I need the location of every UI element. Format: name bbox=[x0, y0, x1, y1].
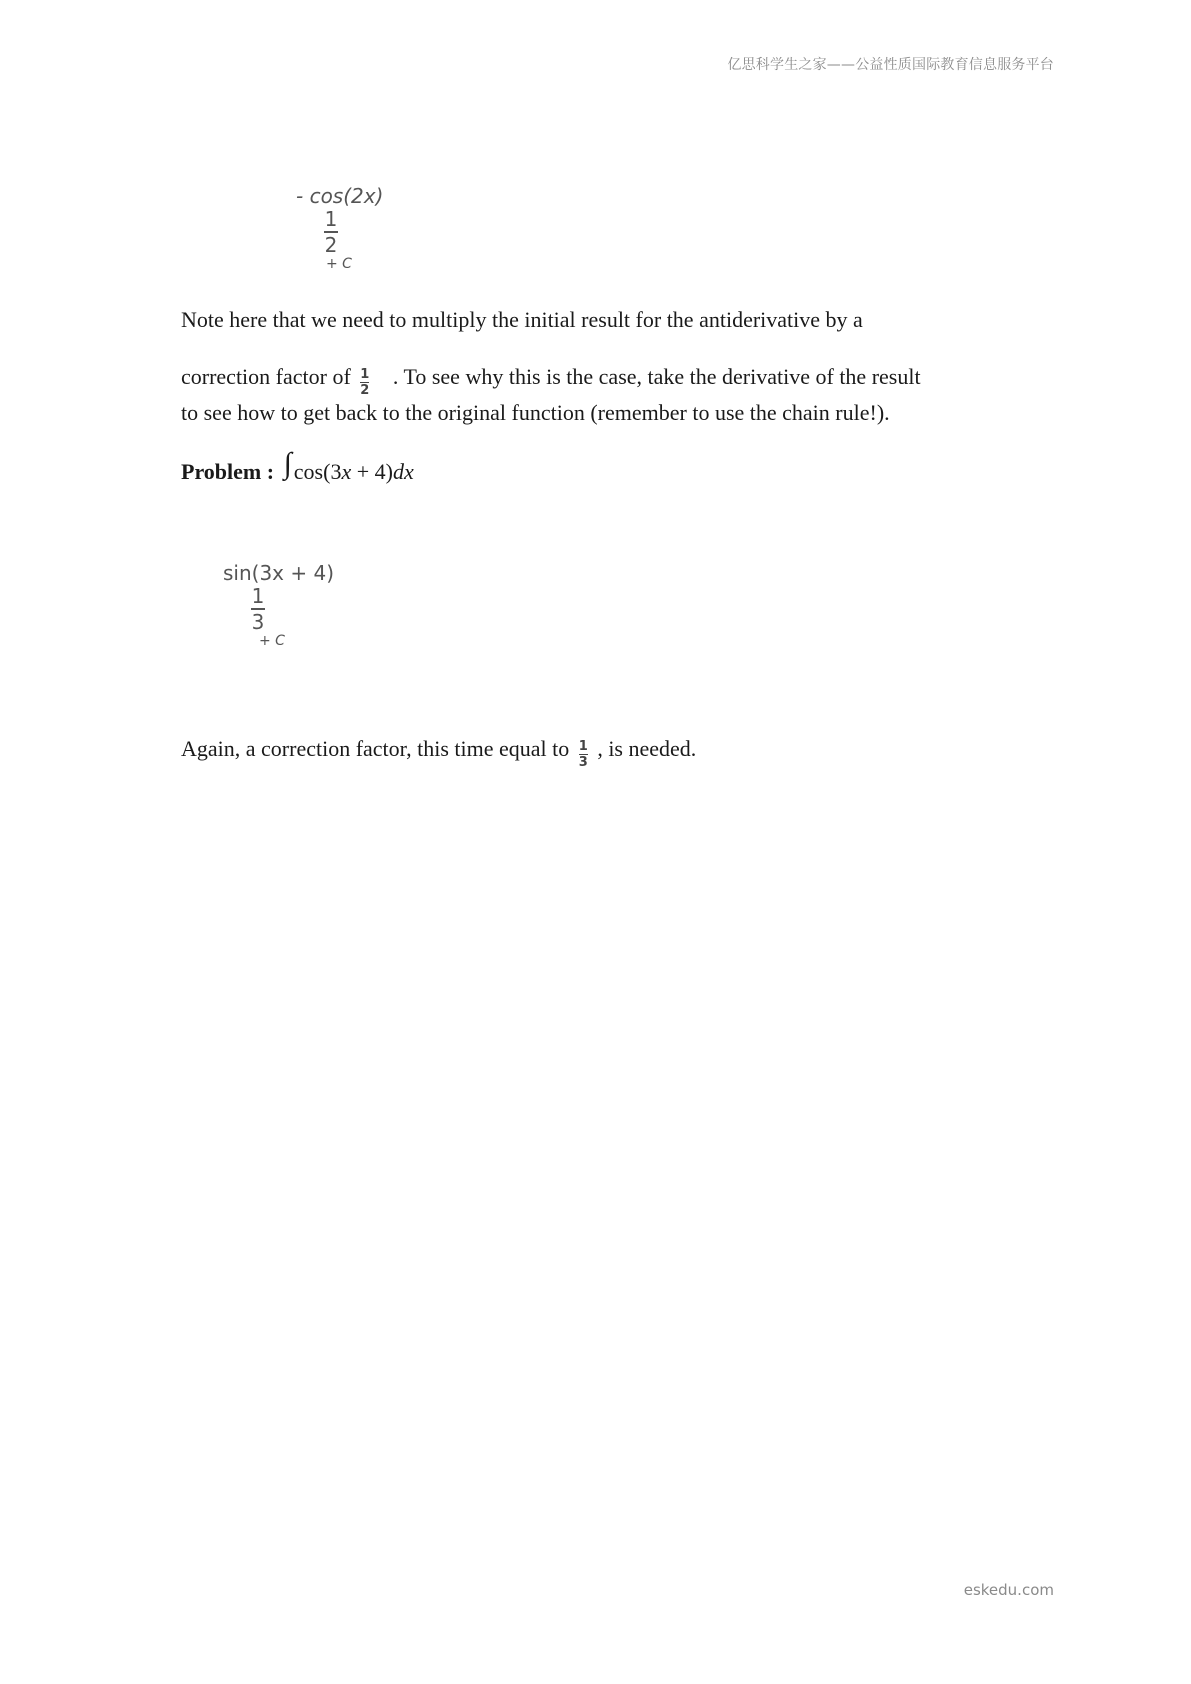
fraction-numerator: 1 bbox=[251, 584, 265, 608]
problem-label: Problem : bbox=[181, 459, 275, 484]
formula-fraction bbox=[183, 585, 333, 633]
inline-fraction bbox=[579, 740, 588, 769]
fraction-denominator: 3 bbox=[251, 610, 265, 634]
site-footer: eskedu.com bbox=[963, 1581, 1054, 1599]
formula-fraction bbox=[276, 208, 386, 256]
expr-part: + 4) bbox=[351, 459, 393, 484]
inline-fraction bbox=[360, 368, 369, 397]
line-text: Again, a correction factor, this time equal to bbox=[181, 736, 570, 761]
explanation-paragraph bbox=[181, 304, 921, 428]
problem-expression bbox=[294, 459, 414, 484]
fraction-denominator: 2 bbox=[360, 383, 370, 398]
expr-differential: dx bbox=[392, 459, 414, 484]
line-text: . To see why this is the case, take the derivative of the result bbox=[392, 364, 921, 389]
fraction-denominator: 2 bbox=[324, 233, 338, 257]
problem-line bbox=[181, 448, 414, 487]
fraction-numerator: 1 bbox=[360, 367, 370, 382]
fraction-numerator: 1 bbox=[324, 207, 338, 231]
line-text: correction factor of bbox=[181, 364, 351, 389]
expr-part: cos(3 bbox=[293, 459, 342, 484]
fraction-numerator: 1 bbox=[578, 739, 588, 754]
formula-constant: + C bbox=[259, 633, 285, 649]
paragraph-line bbox=[181, 361, 921, 397]
fraction-denominator: 3 bbox=[578, 755, 588, 770]
conclusion-paragraph bbox=[181, 733, 696, 769]
line-text: , is needed. bbox=[597, 736, 697, 761]
formula-top: sin(3x + 4) bbox=[223, 561, 335, 585]
formula-constant: + C bbox=[326, 256, 352, 272]
paragraph-line: to see how to get back to the original function (remember to use the chain rule!). bbox=[181, 400, 890, 425]
formula-top: - cos(2x) bbox=[296, 184, 384, 208]
expr-variable: x bbox=[341, 459, 352, 484]
paragraph-line: Note here that we need to multiply the initial result for the antiderivative by a bbox=[181, 307, 863, 332]
site-header: 亿思科学生之家——公益性质国际教育信息服务平台 bbox=[727, 57, 1054, 73]
formula-image-cos bbox=[296, 184, 386, 272]
formula-image-sin bbox=[223, 561, 333, 649]
integral-icon: ∫ bbox=[283, 447, 292, 480]
